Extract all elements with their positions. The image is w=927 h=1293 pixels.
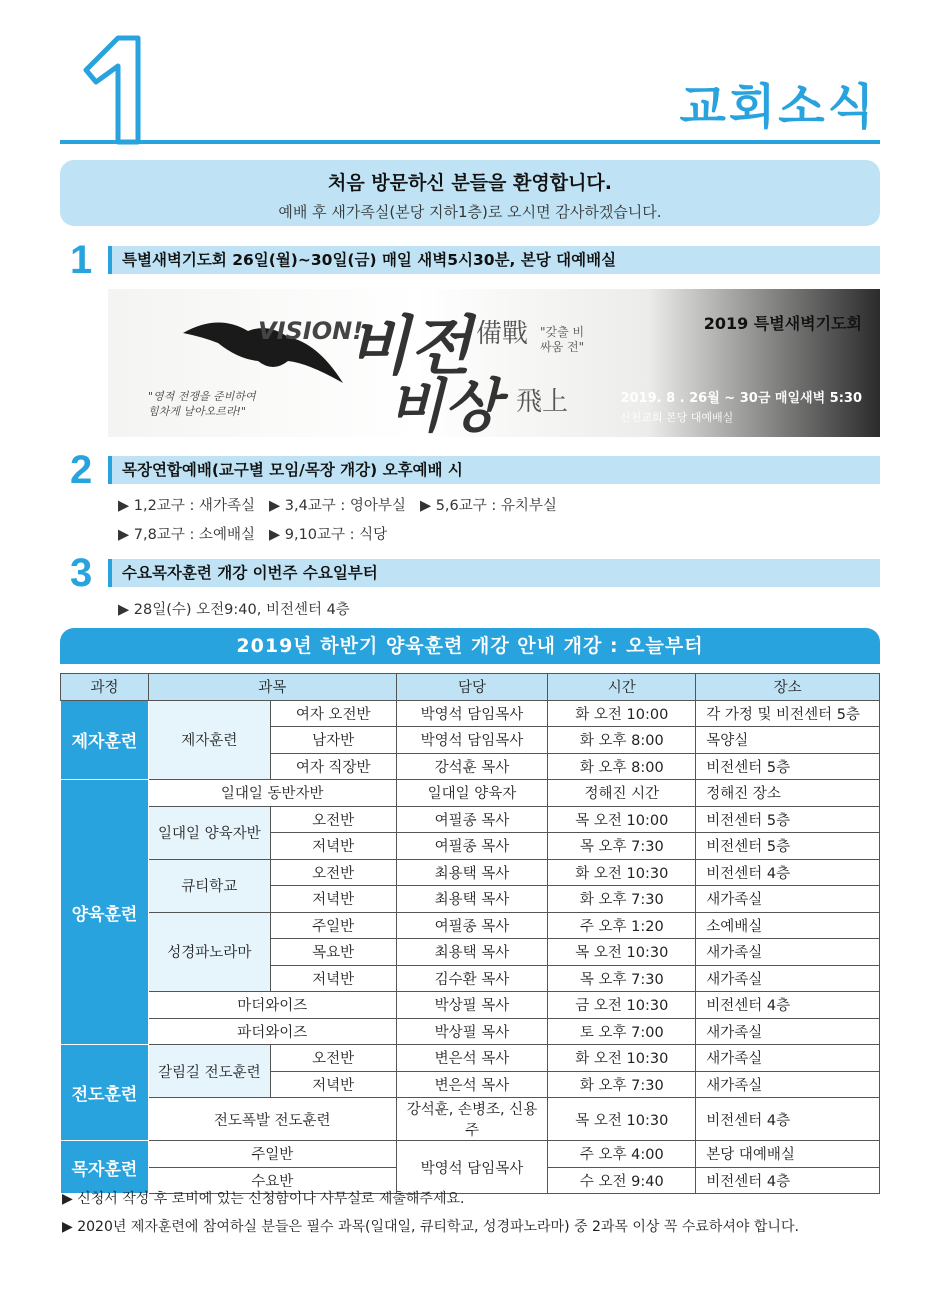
banner-brush-text-2: 비상 [388, 372, 501, 437]
class-cell: 오전반 [270, 1045, 396, 1072]
class-cell: 파더와이즈 [148, 1018, 396, 1045]
lead-cell: 박상필 목사 [396, 992, 548, 1019]
col-subject: 과목 [148, 674, 396, 701]
class-cell: 일대일 동반자반 [148, 780, 396, 807]
welcome-title: 처음 방문하신 분들을 환영합니다. [327, 172, 613, 194]
table-row [61, 859, 880, 886]
section-title-2: 목장연합예배(교구별 모임/목장 개강) 오후예배 시 [108, 456, 880, 484]
lead-cell: 박영석 담임목사 [396, 727, 548, 754]
time-cell: 화 오후 7:30 [548, 886, 696, 913]
place-cell: 비전센터 4층 [696, 859, 880, 886]
subject-cell: 큐티학교 [148, 859, 270, 912]
time-cell: 목 오전 10:30 [548, 939, 696, 966]
class-cell: 오전반 [270, 806, 396, 833]
lead-cell: 강석훈 목사 [396, 753, 548, 780]
prayer-banner [108, 289, 880, 437]
time-cell: 화 오후 7:30 [548, 1071, 696, 1098]
table-row [61, 780, 880, 807]
course-cell: 목자훈련 [61, 1141, 149, 1194]
title-divider [60, 140, 880, 144]
lead-cell: 김수환 목사 [396, 965, 548, 992]
time-cell: 목 오전 10:30 [548, 1098, 696, 1141]
lead-cell: 여필종 목사 [396, 806, 548, 833]
lead-cell: 강석훈, 손병조, 신용주 [396, 1098, 548, 1141]
table-row [61, 700, 880, 727]
lead-cell: 여필종 목사 [396, 833, 548, 860]
table-header-row [61, 674, 880, 701]
subject-cell: 갈림길 전도훈련 [148, 1045, 270, 1098]
section-title-1: 특별새벽기도회 26일(월)~30일(금) 매일 새벽5시30분, 본당 대예배실 [108, 246, 880, 274]
table-row [61, 1098, 880, 1141]
banner-vision: VISION! [258, 317, 364, 345]
lead-cell: 박영석 담임목사 [396, 1141, 548, 1194]
class-cell: 오전반 [270, 859, 396, 886]
place-cell: 비전센터 5층 [696, 753, 880, 780]
place-cell: 새가족실 [696, 1071, 880, 1098]
banner-place: 신천교회 본당 대예배실 [620, 411, 734, 424]
time-cell: 토 오후 7:00 [548, 1018, 696, 1045]
welcome-subtitle: 예배 후 새가족실(본당 지하1층)로 오시면 감사하겠습니다. [278, 203, 662, 221]
time-cell: 화 오전 10:30 [548, 1045, 696, 1072]
section-title-3: 수요목자훈련 개강 이번주 수요일부터 [108, 559, 880, 587]
banner-brush-text-1: 비전 [348, 309, 472, 384]
place-cell: 비전센터 4층 [696, 1098, 880, 1141]
time-cell: 목 오전 10:00 [548, 806, 696, 833]
section-number-1: 1 [70, 238, 93, 282]
footnote-2: ▶ 2020년 제자훈련에 참여하실 분들은 필수 과목(일대일, 큐티학교, 성경파노라마) 중 2과목 이상 꼭 수료하셔야 합니다. [62, 1219, 799, 1235]
lead-cell: 변은석 목사 [396, 1045, 548, 1072]
col-lead: 담당 [396, 674, 548, 701]
banner-date: 2019. 8 . 26월 ~ 30금 매일새벽 5:30 [620, 391, 862, 406]
time-cell: 주 오후 1:20 [548, 912, 696, 939]
place-cell: 비전센터 4층 [696, 1167, 880, 1194]
place-cell: 새가족실 [696, 939, 880, 966]
table-row [61, 1045, 880, 1072]
lead-cell: 변은석 목사 [396, 1071, 548, 1098]
table-row [61, 1018, 880, 1045]
subject-cell: 일대일 양육자반 [148, 806, 270, 859]
col-place: 장소 [696, 674, 880, 701]
class-cell: 저녁반 [270, 886, 396, 913]
section-3-line-1: ▶ 28일(수) 오전9:40, 비전센터 4층 [118, 602, 350, 618]
welcome-box [60, 160, 880, 226]
footnote-1: ▶ 신청서 작성 후 로비에 있는 신청함이나 사무실로 제출해주세요. [62, 1191, 465, 1207]
class-cell: 여자 오전반 [270, 700, 396, 727]
place-cell: 새가족실 [696, 1045, 880, 1072]
table-row [61, 806, 880, 833]
class-cell: 목요반 [270, 939, 396, 966]
time-cell: 금 오전 10:30 [548, 992, 696, 1019]
page-number-graphic [66, 30, 156, 148]
lead-cell: 최용택 목사 [396, 886, 548, 913]
section-2-line-1: ▶ 1,2교구 : 새가족실 ▶ 3,4교구 : 영아부실 ▶ 5,6교구 : 유치부실 [118, 498, 557, 514]
col-course: 과정 [61, 674, 149, 701]
time-cell: 화 오후 8:00 [548, 753, 696, 780]
place-cell: 비전센터 4층 [696, 992, 880, 1019]
lead-cell: 박상필 목사 [396, 1018, 548, 1045]
lead-cell: 일대일 양육자 [396, 780, 548, 807]
lead-cell: 여필종 목사 [396, 912, 548, 939]
place-cell: 비전센터 5층 [696, 806, 880, 833]
course-cell: 양육훈련 [61, 780, 149, 1045]
time-cell: 주 오후 4:00 [548, 1141, 696, 1168]
class-cell: 남자반 [270, 727, 396, 754]
subject-cell: 제자훈련 [148, 700, 270, 780]
time-cell: 정해진 시간 [548, 780, 696, 807]
class-cell: 전도폭발 전도훈련 [148, 1098, 396, 1141]
time-cell: 수 오전 9:40 [548, 1167, 696, 1194]
class-cell: 저녁반 [270, 1071, 396, 1098]
class-cell: 수요반 [148, 1167, 396, 1194]
place-cell: 새가족실 [696, 886, 880, 913]
time-cell: 화 오전 10:00 [548, 700, 696, 727]
table-row [61, 1141, 880, 1168]
banner-hanja-1-gloss: "갖출 비 싸움 전" [540, 325, 585, 354]
time-cell: 목 오후 7:30 [548, 833, 696, 860]
class-cell: 저녁반 [270, 965, 396, 992]
time-cell: 화 오전 10:30 [548, 859, 696, 886]
banner-poem: "영적 전쟁을 준비하여 힘차게 날아오르라!" [148, 390, 256, 418]
class-cell: 저녁반 [270, 833, 396, 860]
banner-hanja-2: 飛上 [516, 387, 569, 417]
lead-cell: 최용택 목사 [396, 939, 548, 966]
class-cell: 여자 직장반 [270, 753, 396, 780]
banner-title: 2019 특별새벽기도회 [703, 314, 862, 333]
page-title: 교회소식 [679, 79, 877, 135]
lead-cell: 박영석 담임목사 [396, 700, 548, 727]
table-row [61, 992, 880, 1019]
class-cell: 마더와이즈 [148, 992, 396, 1019]
course-cell: 제자훈련 [61, 700, 149, 780]
table-row [61, 912, 880, 939]
training-header: 2019년 하반기 양육훈련 개강 안내 개강 : 오늘부터 [60, 628, 880, 664]
place-cell: 각 가정 및 비전센터 5층 [696, 700, 880, 727]
place-cell: 비전센터 5층 [696, 833, 880, 860]
course-cell: 전도훈련 [61, 1045, 149, 1141]
class-cell: 주일반 [270, 912, 396, 939]
col-time: 시간 [548, 674, 696, 701]
place-cell: 정해진 장소 [696, 780, 880, 807]
section-number-2: 2 [70, 448, 93, 492]
place-cell: 새가족실 [696, 1018, 880, 1045]
lead-cell: 최용택 목사 [396, 859, 548, 886]
section-2-line-2: ▶ 7,8교구 : 소예배실 ▶ 9,10교구 : 식당 [118, 527, 388, 543]
place-cell: 목양실 [696, 727, 880, 754]
section-number-3: 3 [70, 551, 93, 595]
place-cell: 본당 대예배실 [696, 1141, 880, 1168]
place-cell: 소예배실 [696, 912, 880, 939]
training-table [60, 673, 880, 1194]
time-cell: 화 오후 8:00 [548, 727, 696, 754]
time-cell: 목 오후 7:30 [548, 965, 696, 992]
banner-hanja-1: 備戰 [476, 319, 529, 349]
class-cell: 주일반 [148, 1141, 396, 1168]
subject-cell: 성경파노라마 [148, 912, 270, 992]
place-cell: 새가족실 [696, 965, 880, 992]
